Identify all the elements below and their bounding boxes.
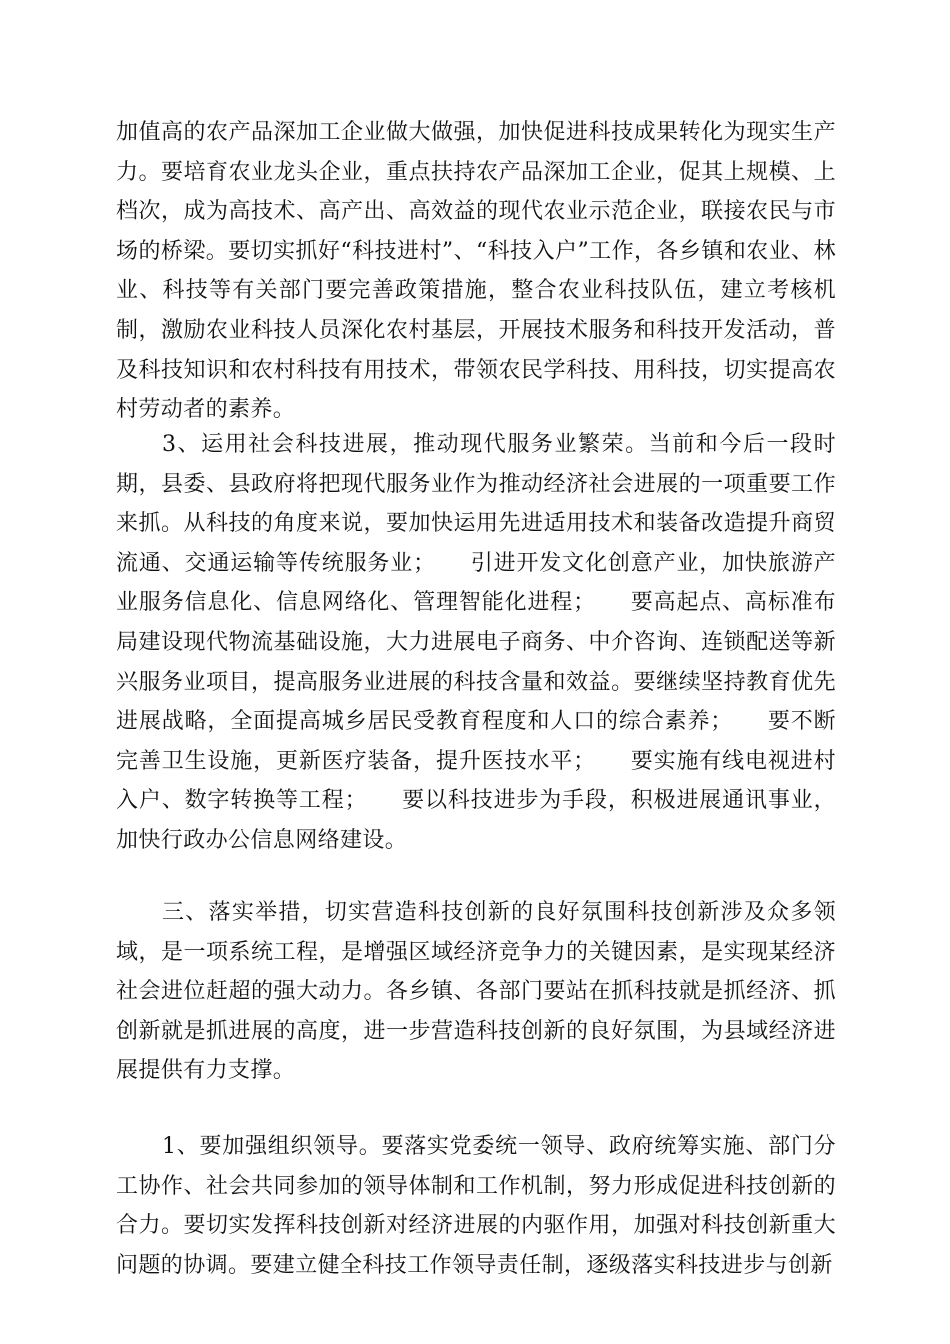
paragraph-agriculture-tech: 加值高的农产品深加工企业做大做强，加快促进科技成果转化为现实生产力。要培育农业龙头企业，重点扶持农产品深加工企业，促其上规模、上档次，成为高技术、高产出、高效益的现代农业示范企业，联接农民与市场的桥梁。要切实抓好“科技进村”、“科技入户”工作，各乡镇和农业、林业、科技等有关部门要完善政策措施，整合农业科技队伍，建立考核机制，激励农业科技人员深化农村基层，开展技术服务和科技开发活动，普及科技知识和农村科技有用技术，带领农民学科技、用科技，切实提高农村劳动者的素养。 — [116, 120, 836, 423]
paragraph-modern-service-industry: 3、运用社会科技进展，推动现代服务业繁荣。当前和今后一段时期，县委、县政府将把现代服务业作为推动经济社会进展的一项重要工作来抓。从科技的角度来说，要加快运用先进适用技术和装备改造提升商贸流通、交通运输等传统服务业； 引进开发文化创意产业，加快旅游产业服务信息化、信息网络化、管理智能化进程； 要高起点、高标准布局建设现代物流基础设施，大力进展电子商务、中介咨询、连锁配送等新兴服务业项目，提高服务业进展的科技含量和效益。要继续坚持教育优先进展战略，全面提高城乡居民受教育程度和人口的综合素养； 要不断完善卫生设施，更新医疗装备，提升医技水平； 要实施有线电视进村入户、数字转换等工程； 要以科技进步为手段，积极进展通讯事业，加快行政办公信息网络建设。 — [116, 432, 836, 853]
paragraph-implementation-measures: 三、落实举措，切实营造科技创新的良好氛围科技创新涉及众多领域，是一项系统工程，是增强区域经济竞争力的关键因素，是实现某经济社会进位赶超的强大动力。各乡镇、各部门要站在抓科技就是抓经济、抓创新就是抓进展的高度，进一步营造科技创新的良好氛围，为县域经济进展提供有力支撑。 — [116, 900, 836, 1084]
paragraph-organizational-leadership: 1、要加强组织领导。要落实党委统一领导、政府统筹实施、部门分工协作、社会共同参加的领导体制和工作机制，努力形成促进科技创新的合力。要切实发挥科技创新对经济进展的内驱作用，加强对科技创新重大问题的协调。要建立健全科技工作领导责任制，逐级落实科技进步与创新 — [116, 1134, 836, 1278]
